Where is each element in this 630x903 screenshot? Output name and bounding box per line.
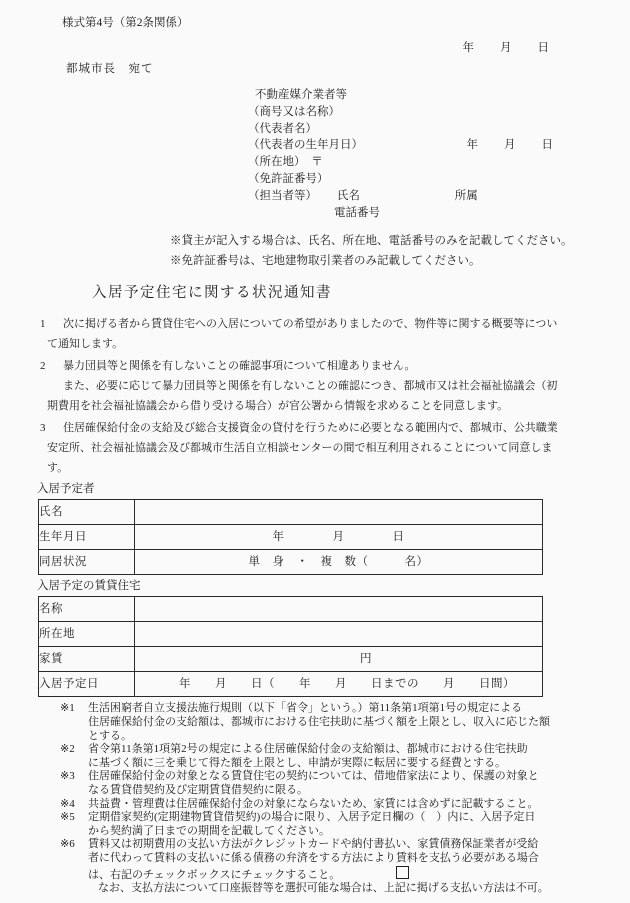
paragraph-line: 安定所、社会福祉協議会及び都城市生活自立相談センターの間で相互利用されることについて同意しま (47, 442, 553, 455)
agent-tel-label: 電話番号 (334, 206, 380, 219)
footnotes (0, 702, 630, 895)
footnote-text: 省令第11条第1項第2号の規定による住居確保給付金の支給額は、都城市における住宅扶助 (88, 743, 528, 756)
paragraph-number: 3 (40, 422, 46, 435)
housing-table (38, 596, 543, 697)
footnote-line (60, 770, 630, 784)
addressee: 都城市長 宛て (66, 63, 154, 75)
page-title: 入居予定住宅に関する状況通知書 (92, 285, 332, 302)
footnote-line (60, 743, 630, 757)
footnote-line: から契約満了日までの期間を記載してください。 (88, 824, 330, 837)
applicant-table-caption: 入居予定者 (37, 483, 95, 496)
agent-staff-name-label: 氏名 (336, 189, 360, 202)
household-field: 単 身 ・ 複 数（ 名） (135, 550, 543, 575)
footnote-line: に基づく額に三を乗じて得た額を上限とし、申請が実際に転居に要する経費とする。 (88, 756, 506, 769)
footnote-line: 者に代わって賃料の支払いに係る債務の弁済をする方法により賃料を支払う必要がある場合 (88, 851, 539, 864)
table-row (39, 622, 543, 647)
footnote-line: なる賃貸借契約及び定期賃貸借契約に限る。 (88, 783, 308, 796)
property-name-field (135, 597, 543, 622)
table-row (39, 672, 543, 697)
note-license: ※免許証番号は、宅地建物取引業者のみ記載してください。 (170, 255, 481, 268)
date-blank-field: 年 月 日 (462, 42, 550, 54)
table-row (39, 550, 543, 575)
row-label-location: 所在地 (39, 622, 135, 647)
form-number: 様式第4号（第2条関係） (62, 17, 189, 29)
footnote-text: 生活困窮者自立支援法施行規則（以下「省令」という。）第11条第1項第1号の規定による (88, 702, 523, 715)
footnote-marker: ※4 (60, 797, 75, 810)
row-label-property-name: 名称 (39, 597, 135, 622)
paragraph-3 (0, 418, 630, 478)
footnote-line (60, 838, 630, 852)
rent-field: 円 (135, 647, 543, 672)
footnote-marker: ※5 (60, 811, 75, 824)
table-row (39, 597, 543, 622)
agent-trade-name-label: （商号又は名称） (248, 105, 340, 118)
footnote-line (60, 811, 630, 825)
agent-rep-birth-label: （代表者の生年月日） (248, 139, 363, 152)
agent-staff-label: （担当者等） (248, 189, 317, 202)
paragraph-line: また、必要に応じて暴力団員等と関係を有しないことの確認につき、都城市又は社会福祉協議会（初 (63, 380, 558, 393)
agent-rep-birth-date-blank: 年 月 日 (466, 139, 554, 152)
footnote-text: 住居確保給付金の対象となる賃貸住宅の契約については、借地借家法により、保護の対象と (88, 770, 539, 783)
applicant-table (38, 499, 543, 575)
name-field (135, 500, 543, 525)
footnote-4 (0, 798, 630, 812)
footnote-marker: ※2 (60, 743, 75, 756)
paragraph-line: 期費用を社会福祉協議会から借り受ける場合）が官公署から情報を求めることを同意します。 (47, 400, 509, 413)
agent-heading: 不動産媒介業者等 (255, 89, 347, 101)
agent-staff-line (248, 188, 630, 205)
row-label-rent: 家賃 (39, 647, 135, 672)
footnote-3 (0, 770, 630, 797)
birthdate-field: 年 月 日 (135, 525, 543, 550)
footnote-line: なお、支払方法について口座振替等を選択可能な場合は、上記に掲げる支払い方法は不可。 (98, 882, 549, 895)
table-row (39, 647, 543, 672)
paragraph-line: す。 (47, 462, 69, 475)
row-label-name: 氏名 (39, 500, 135, 525)
row-label-household: 同居状況 (39, 550, 135, 575)
row-label-movein-date: 入居予定日 (39, 672, 135, 697)
paragraph-text: 暴力団員等と関係を有しないことの確認事項について相違ありません。 (63, 360, 416, 373)
note-lender: ※貸主が記入する場合は、氏名、所在地、電話番号のみを記載してください。 (170, 235, 573, 248)
footnote-6 (0, 838, 630, 895)
footnote-2 (0, 743, 630, 770)
agent-staff-dept-label: 所属 (454, 189, 478, 202)
agent-rep-name-label: （代表者名） (248, 122, 317, 135)
paragraph-text: 住居確保給付金の支給及び総合支援資金の貸付を行うために必要となる範囲内で、都城市、公共職業 (63, 422, 558, 435)
footnote-text: は、右記のチェックボックスにチェックすること。 (88, 868, 341, 881)
housing-table-caption: 入居予定の賃貸住宅 (37, 580, 141, 593)
footnote-line (60, 702, 630, 716)
footnote-5 (0, 811, 630, 838)
footnote-text: 共益費・管理費は住居確保給付金の対象にならないため、家賃には含めずに記載すること。 (88, 797, 539, 810)
footnote-marker: ※1 (60, 702, 75, 715)
footnote-line (60, 797, 630, 812)
agent-block (248, 87, 630, 221)
row-label-birthdate: 生年月日 (39, 525, 135, 550)
agent-rep-birth-line (248, 137, 630, 154)
footnote-line: とする。 (88, 729, 132, 742)
paragraph-line (40, 356, 630, 376)
footnote-text: 定期借家契約(定期建物賃貸借契約)の場合に限り、入居予定日欄の（ ）内に、入居予定日 (88, 811, 536, 824)
location-field (135, 622, 543, 647)
paragraph-2 (0, 356, 630, 416)
footnote-line-with-checkbox (88, 866, 630, 883)
paragraph-line (40, 314, 630, 334)
body-paragraphs (0, 314, 630, 478)
footnote-marker: ※6 (60, 838, 75, 851)
table-row (39, 525, 543, 550)
header-notes (170, 231, 630, 271)
table-row (39, 500, 543, 525)
agent-tel-line (248, 205, 630, 222)
footnote-line: 住居確保給付金の支給額は、都城市における住宅扶助に基づく額を上限とし、収入に応じた額 (88, 715, 550, 728)
paragraph-number: 1 (40, 318, 46, 331)
footnote-1 (0, 702, 630, 743)
paragraph-text: 次に掲げる者から賃貸住宅への入居についての希望がありましたので、物件等に関する概要等につい (63, 318, 558, 331)
paragraph-line (40, 418, 630, 438)
paragraph-number: 2 (40, 360, 46, 373)
footnote-text: 賃料又は初期費用の支払い方法がクレジットカードや納付書払い、家賃債務保証業者が受給 (88, 838, 539, 851)
paragraph-1 (0, 314, 630, 354)
movein-date-field: 年 月 日（ 年 月 日までの 月 日間） (135, 672, 543, 697)
paragraph-line: て通知します。 (47, 338, 124, 351)
payment-method-checkbox[interactable] (396, 866, 409, 879)
footnote-marker: ※3 (60, 770, 75, 783)
agent-address-label: （所在地） 〒 (248, 156, 323, 169)
agent-license-label: （免許証番号） (248, 172, 329, 185)
